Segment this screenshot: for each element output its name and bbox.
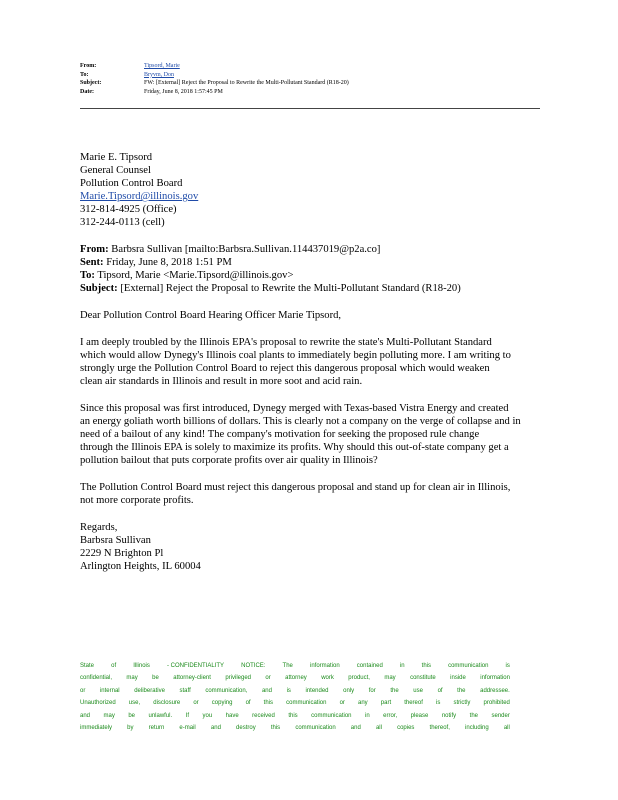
forwarded-from-value: Barbsra Sullivan [mailto:Barbsra.Sullivan.114437019@p2a.co] — [111, 244, 381, 255]
confidentiality-word: privileged — [225, 675, 251, 682]
confidentiality-word: communication — [295, 725, 336, 732]
confidentiality-word: addressee. — [480, 687, 510, 694]
header-to-label: To: — [80, 71, 89, 78]
confidentiality-word: disclosure — [153, 700, 181, 707]
confidentiality-word: State — [80, 663, 95, 669]
confidentiality-word: unlawful. — [148, 712, 173, 719]
paragraph-line: Since this proposal was first introduced, Dynegy merged with Texas-based Vistra Energy and created — [80, 403, 509, 414]
paragraph-line: through the Illinois EPA is solely to maximize its profits. Why should this out-of-state company get a — [80, 442, 509, 453]
letter-closing: Regards, — [80, 522, 118, 533]
confidentiality-line — [80, 672, 510, 684]
forwarded-from-label: From: — [80, 244, 109, 255]
confidentiality-word: please — [410, 712, 429, 719]
confidentiality-word: information — [309, 663, 340, 669]
confidentiality-word: is — [436, 700, 441, 707]
confidentiality-word: is — [505, 663, 510, 669]
confidentiality-word: copying — [211, 700, 233, 707]
paragraph-line: clean air standards in Illinois and result in more soot and acid rain. — [80, 376, 363, 387]
confidentiality-word: including — [465, 725, 489, 732]
confidentiality-word: If — [185, 712, 190, 719]
confidentiality-word: sender — [491, 712, 510, 719]
confidentiality-line — [80, 697, 510, 709]
header-from-value[interactable]: Tipsord, Marie — [144, 63, 180, 69]
confidentiality-word: you — [202, 712, 213, 719]
confidentiality-word: constitute — [410, 675, 436, 682]
signature-phone-cell: 312-244-0113 (cell) — [80, 217, 165, 228]
header-subject-label: Subject: — [80, 80, 102, 86]
confidentiality-word: of — [437, 687, 443, 694]
forwarded-sent — [80, 256, 550, 269]
confidentiality-line — [80, 722, 510, 734]
confidentiality-word: confidential, — [80, 675, 113, 682]
confidentiality-word: communication — [286, 700, 327, 707]
confidentiality-word: by — [127, 725, 134, 732]
confidentiality-word: return — [148, 725, 165, 732]
confidentiality-word: and — [80, 712, 91, 719]
header-to-row — [80, 71, 550, 80]
letter-salutation: Dear Pollution Control Board Hearing Officer Marie Tipsord, — [80, 310, 342, 321]
paragraph-line: pollution bailout that puts corporate profits over air quality in Illinois? — [80, 455, 378, 466]
confidentiality-word: communication — [311, 712, 352, 719]
letter-paragraph-1 — [80, 336, 550, 388]
confidentiality-word: or — [265, 675, 271, 682]
email-body — [80, 151, 550, 573]
email-header — [80, 62, 550, 96]
confidentiality-line — [80, 660, 510, 672]
confidentiality-word: NOTICE: — [241, 663, 266, 669]
confidentiality-word: part — [380, 700, 392, 707]
confidentiality-word: contained — [356, 663, 383, 669]
confidentiality-word: use, — [128, 700, 141, 707]
header-date-label: Date: — [80, 88, 94, 95]
confidentiality-word: attorney-client — [173, 675, 211, 682]
confidentiality-word: - CONFIDENTIALITY — [167, 663, 225, 669]
confidentiality-word: may — [103, 712, 115, 719]
confidentiality-word: and — [261, 687, 272, 694]
signature-email-link[interactable]: Marie.Tipsord@illinois.gov — [80, 191, 199, 202]
confidentiality-word: deliberative — [134, 687, 165, 694]
confidentiality-word: or — [80, 687, 86, 694]
paragraph-line: not more corporate profits. — [80, 495, 194, 506]
signature-phone-office: 312-814-4925 (Office) — [80, 204, 177, 215]
sender-address-line-1: 2229 N Brighton Pl — [80, 548, 164, 559]
confidentiality-word: communication — [448, 663, 489, 669]
paragraph-line: The Pollution Control Board must reject this dangerous proposal and stand up for clean air in Illinois, — [80, 482, 511, 493]
confidentiality-word: be — [152, 675, 159, 682]
forwarded-to — [80, 269, 550, 282]
confidentiality-word: have — [225, 712, 239, 719]
header-date-value: Friday, June 8, 2018 1:57:45 PM — [144, 88, 223, 95]
confidentiality-word: attorney — [285, 675, 307, 682]
confidentiality-word: Illinois — [133, 663, 150, 669]
confidentiality-word: this — [421, 663, 431, 669]
confidentiality-line — [80, 710, 510, 722]
confidentiality-word: prohibited — [483, 700, 510, 707]
confidentiality-word: only — [343, 687, 355, 694]
header-divider — [80, 108, 540, 109]
forwarded-to-value: Tipsord, Marie <Marie.Tipsord@illinois.gov> — [97, 270, 294, 281]
confidentiality-word: information — [480, 675, 510, 682]
confidentiality-word: received — [252, 712, 275, 719]
header-from-row — [80, 62, 550, 71]
header-date-row — [80, 88, 550, 97]
confidentiality-word: the — [469, 712, 479, 719]
confidentiality-word: and — [210, 725, 221, 732]
confidentiality-word: of — [111, 663, 117, 669]
letter-paragraph-2 — [80, 402, 550, 467]
confidentiality-word: product, — [348, 675, 370, 682]
confidentiality-word: may — [384, 675, 396, 682]
forwarded-subject — [80, 282, 550, 295]
confidentiality-word: may — [126, 675, 138, 682]
paragraph-line: need of a bailout of any kind! The company's motivation for seeking the proposed rule change — [80, 429, 480, 440]
confidentiality-word: intended — [305, 687, 329, 694]
confidentiality-word: error, — [383, 712, 398, 719]
confidentiality-word: and — [350, 725, 361, 732]
forwarded-sent-label: Sent: — [80, 257, 104, 268]
confidentiality-word: is — [286, 687, 291, 694]
forwarded-subject-label: Subject: — [80, 283, 118, 294]
confidentiality-word: this — [263, 700, 274, 707]
confidentiality-word: all — [503, 725, 510, 732]
header-subject-value: FW: [External] Reject the Proposal to Rewrite the Multi-Pollutant Standard (R18-20) — [144, 80, 349, 86]
confidentiality-word: this — [288, 712, 298, 719]
confidentiality-word: use — [413, 687, 423, 694]
paragraph-line: an energy goliath worth billions of dollars. This is clearly not a company on the verge of collapse and in — [80, 416, 521, 427]
confidentiality-word: strictly — [453, 700, 471, 707]
confidentiality-word: in — [399, 663, 405, 669]
header-subject-row — [80, 79, 550, 88]
forwarded-to-label: To: — [80, 270, 95, 281]
header-from-label: From: — [80, 63, 97, 69]
confidentiality-word: or — [339, 700, 345, 707]
confidentiality-line — [80, 685, 510, 697]
confidentiality-word: notify — [441, 712, 457, 719]
sender-address-line-2: Arlington Heights, IL 60004 — [80, 561, 201, 572]
confidentiality-word: this — [270, 725, 281, 732]
letter-paragraph-3 — [80, 481, 550, 507]
confidentiality-notice — [80, 660, 510, 734]
confidentiality-word: be — [128, 712, 136, 719]
paragraph-line: strongly urge the Pollution Control Board to reject this dangerous proposal which would weaken — [80, 363, 490, 374]
forwarded-from — [80, 243, 550, 256]
signature-name: Marie E. Tipsord — [80, 152, 153, 163]
confidentiality-word: copies — [397, 725, 415, 732]
confidentiality-word: the — [390, 687, 399, 694]
confidentiality-word: of — [245, 700, 251, 707]
forwarded-subject-value: [External] Reject the Proposal to Rewrite the Multi-Pollutant Standard (R18-20) — [120, 283, 461, 294]
confidentiality-word: Unauthorized — [80, 700, 116, 707]
confidentiality-word: for — [368, 687, 376, 694]
confidentiality-word: or — [193, 700, 199, 707]
sender-name: Barbsra Sullivan — [80, 535, 151, 546]
confidentiality-word: immediately — [80, 725, 113, 732]
confidentiality-word: inside — [450, 675, 466, 682]
confidentiality-word: thereof, — [429, 725, 450, 732]
confidentiality-word: work — [321, 675, 334, 682]
signature-org: Pollution Control Board — [80, 178, 183, 189]
confidentiality-word: the — [457, 687, 466, 694]
confidentiality-word: e-mail — [179, 725, 196, 732]
paragraph-line: I am deeply troubled by the Illinois EPA's proposal to rewrite the state's Multi-Pollutant Standard — [80, 337, 492, 348]
confidentiality-word: The — [282, 663, 293, 669]
confidentiality-word: staff — [179, 687, 191, 694]
paragraph-line: which would allow Dynegy's Illinois coal plants to immediately begin polluting more. I am writing to — [80, 350, 511, 361]
forwarded-sent-value: Friday, June 8, 2018 1:51 PM — [106, 257, 232, 268]
confidentiality-word: all — [375, 725, 382, 732]
confidentiality-word: communication, — [205, 687, 248, 694]
confidentiality-word: internal — [99, 687, 120, 694]
confidentiality-word: in — [365, 712, 370, 719]
confidentiality-word: thereof — [404, 700, 423, 707]
confidentiality-word: any — [358, 700, 368, 707]
header-to-value[interactable]: Bryvm, Don — [144, 71, 174, 78]
signature-title: General Counsel — [80, 165, 151, 176]
confidentiality-word: destroy — [236, 725, 256, 732]
